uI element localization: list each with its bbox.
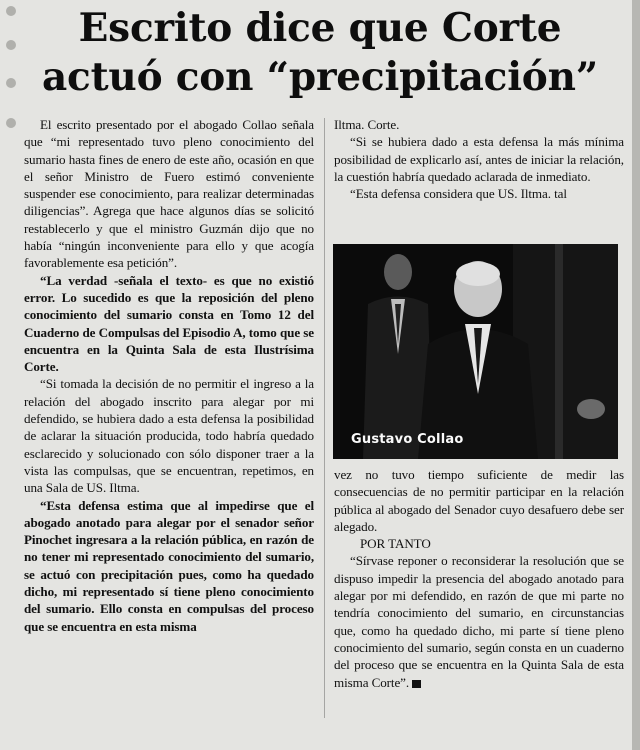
right-column-bottom [334,466,624,691]
headline-line-1: Escrito dice que Corte [78,5,562,51]
paragraph: vez no tuvo tiempo suficiente de medir las consecuencias de no permitir participar en la relación pública al abogado del Senador cuyo desafuero debe ser alegado. [334,467,624,534]
paragraph: “Si tomada la decisión de no permitir el ingreso a la relación del abogado inscrito para alegar por mi defendido, se hubiera dado a esta defensa la posibilidad de aclarar la situación producida, todo habría quedado esclarecido y solucionado con sólo disponer traer a la vista las compulsas, que se encuentran, repetimos, en una Sala de US. Iltma. [24,376,314,496]
left-column [24,116,314,635]
binder-hole [6,118,16,128]
column-divider [324,118,325,718]
paragraph: “Esta defensa considera que US. Iltma. tal [350,186,567,202]
page-edge [632,0,640,750]
paragraph: “La verdad -señala el texto- es que no existió error. Lo sucedido es que la reposición del pleno conocimiento del sumario consta en Tomo 12 del Cuaderno de Compulsas del Episodio A, tomo que se encuentra en la Quinta Sala de esta Ilustrísima Corte. [24,272,314,375]
section-heading: POR TANTO [360,536,431,552]
right-column-top [334,116,624,202]
headline [0,4,640,102]
paragraph: “Si se hubiera dado a esta defensa la más mínima posibilidad de explicarlo así, antes de iniciar la relación, la cuestión habría quedado aclarada de inmediato. [334,134,624,184]
photo-caption: Gustavo Collao [351,432,464,447]
paragraph: El escrito presentado por el abogado Collao señala que “mi representado tuvo pleno conocimiento del sumario hasta fines de enero de este año, ocasión en que el señor Ministro de Fuero estimó conveniente suspender ese conocimiento, para realizar determinadas diligencias”. Agrega que hace algunos días se solicitó restablecerlo y que el ministro Guzmán dijo que no había “ningún inconveniente para ello y que acogía favorablemente esa petición”. [24,117,314,271]
photo-image [333,244,618,459]
article-photo [333,244,618,459]
paragraph: Iltma. Corte. [334,117,400,132]
paragraph [334,552,624,690]
end-mark-icon [412,680,421,688]
closing-text: “Sírvase reponer o reconsiderar la resolución que se dispuso impedir la presencia del abogado anotado para alegar por mi defendido, en razón de que mi parte no tendría conocimiento del sumario, en circunstancias que, como ha quedado dicho, mi parte sí tiene pleno conocimiento del sumario, según consta en un cuaderno del proceso que se encuentra en la Quinta Sala de esta misma Corte”. [334,553,624,690]
paragraph: “Esta defensa estima que al impedirse que el abogado anotado para alegar por el senador señor Pinochet ingresara a la relación pública, en razón de no tener mi representado conocimiento del sumario, se actuó con precipitación pues, como ha quedado dicho, mi representado sí tiene pleno conocimiento del sumario. Ello consta en compulsas del proceso que se encuentra en esta misma [24,497,314,634]
headline-line-2: actuó con “precipitación” [41,54,599,100]
